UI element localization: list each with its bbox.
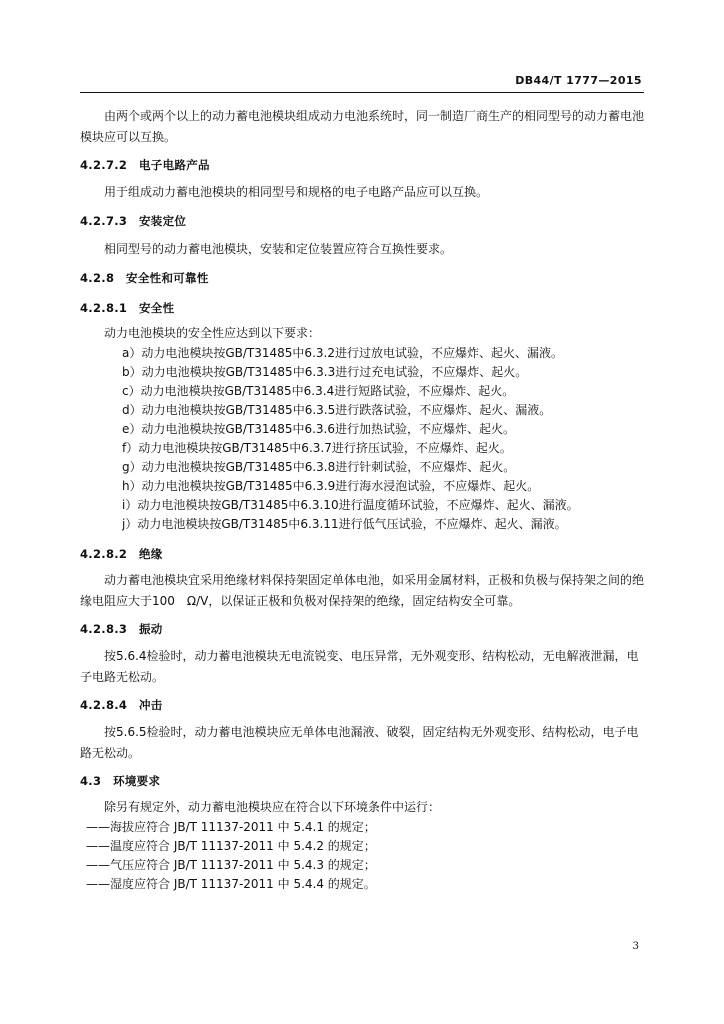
- safety-item: d）动力电池模块按GB/T31485中6.3.5进行跌落试验，不应爆炸、起火、漏液。: [122, 403, 552, 417]
- section-heading-4-2-8: 4.2.8 安全性和可靠性: [80, 271, 209, 285]
- safety-item: e）动力电池模块按GB/T31485中6.3.6进行加热试验，不应爆炸、起火。: [122, 422, 515, 436]
- page-number: 3: [632, 941, 639, 952]
- section-heading-4-2-7-2: 4.2.7.2 电子电路产品: [80, 158, 210, 172]
- section-heading-4-2-8-2: 4.2.8.2 绝缘: [80, 547, 163, 561]
- paragraph-mounting-position: 相同型号的动力蓄电池模块，安装和定位装置应符合互换性要求。: [104, 242, 453, 256]
- section-heading-4-3: 4.3 环境要求: [80, 774, 161, 788]
- environment-item: ——海拔应符合 JB/T 11137-2011 中 5.4.1 的规定；: [86, 820, 376, 834]
- safety-item: f）动力电池模块按GB/T31485中6.3.7进行挤压试验，不应爆炸、起火。: [122, 441, 512, 455]
- safety-item: g）动力电池模块按GB/T31485中6.3.8进行针刺试验，不应爆炸、起火。: [122, 460, 516, 474]
- paragraph-shock: 按5.6.5检验时，动力蓄电池模块应无单体电池漏液、破裂，固定结构无外观变形、结构松动，电子电路无松动。: [80, 725, 639, 760]
- safety-item: a）动力电池模块按GB/T31485中6.3.2进行过放电试验，不应爆炸、起火、漏液。: [122, 346, 563, 360]
- safety-item: i）动力电池模块按GB/T31485中6.3.10进行温度循环试验，不应爆炸、起火、漏液。: [122, 498, 579, 512]
- safety-item: b）动力电池模块按GB/T31485中6.3.3进行过充电试验，不应爆炸、起火。: [122, 365, 528, 379]
- environment-item: ——气压应符合 JB/T 11137-2011 中 5.4.3 的规定；: [86, 858, 376, 872]
- safety-item: h）动力电池模块按GB/T31485中6.3.9进行海水浸泡试验，不应爆炸、起火。: [122, 479, 540, 493]
- paragraph-insulation: 动力蓄电池模块宜采用绝缘材料保持架固定单体电池，如采用金属材料，正极和负极与保持架之间的绝缘电阻应大于100 Ω/V，以保证正极和负极对保持架的绝缘，固定结构安全可靠。: [80, 573, 645, 608]
- environment-intro: 除另有规定外，动力蓄电池模块应在符合以下环境条件中运行：: [104, 800, 441, 814]
- environment-item: ——湿度应符合 JB/T 11137-2011 中 5.4.4 的规定。: [86, 877, 376, 891]
- paragraph-vibration: 按5.6.4检验时，动力蓄电池模块无电流锐变、电压异常，无外观变形、结构松动，无电解液泄漏，电子电路无松动。: [80, 649, 639, 684]
- section-heading-4-2-8-4: 4.2.8.4 冲击: [80, 698, 163, 712]
- paragraph-electronic-products: 用于组成动力蓄电池模块的相同型号和规格的电子电路产品应可以互换。: [104, 185, 489, 199]
- header-rule: [80, 92, 644, 93]
- section-heading-4-2-8-1: 4.2.8.1 安全性: [80, 301, 175, 315]
- section-heading-4-2-7-3: 4.2.7.3 安装定位: [80, 214, 187, 228]
- safety-item: j）动力电池模块按GB/T31485中6.3.11进行低气压试验，不应爆炸、起火、漏液。: [122, 517, 567, 531]
- paragraph-interchange-modules: 由两个或两个以上的动力蓄电池模块组成动力电池系统时，同一制造厂商生产的相同型号的动力蓄电池模块应可以互换。: [80, 109, 645, 144]
- document-code: DB44/T 1777—2015: [515, 74, 642, 87]
- safety-requirements-intro: 动力电池模块的安全性应达到以下要求：: [104, 326, 321, 340]
- environment-item: ——温度应符合 JB/T 11137-2011 中 5.4.2 的规定；: [86, 839, 376, 853]
- safety-item: c）动力电池模块按GB/T31485中6.3.4进行短路试验，不应爆炸、起火。: [122, 384, 515, 398]
- section-heading-4-2-8-3: 4.2.8.3 振动: [80, 622, 163, 636]
